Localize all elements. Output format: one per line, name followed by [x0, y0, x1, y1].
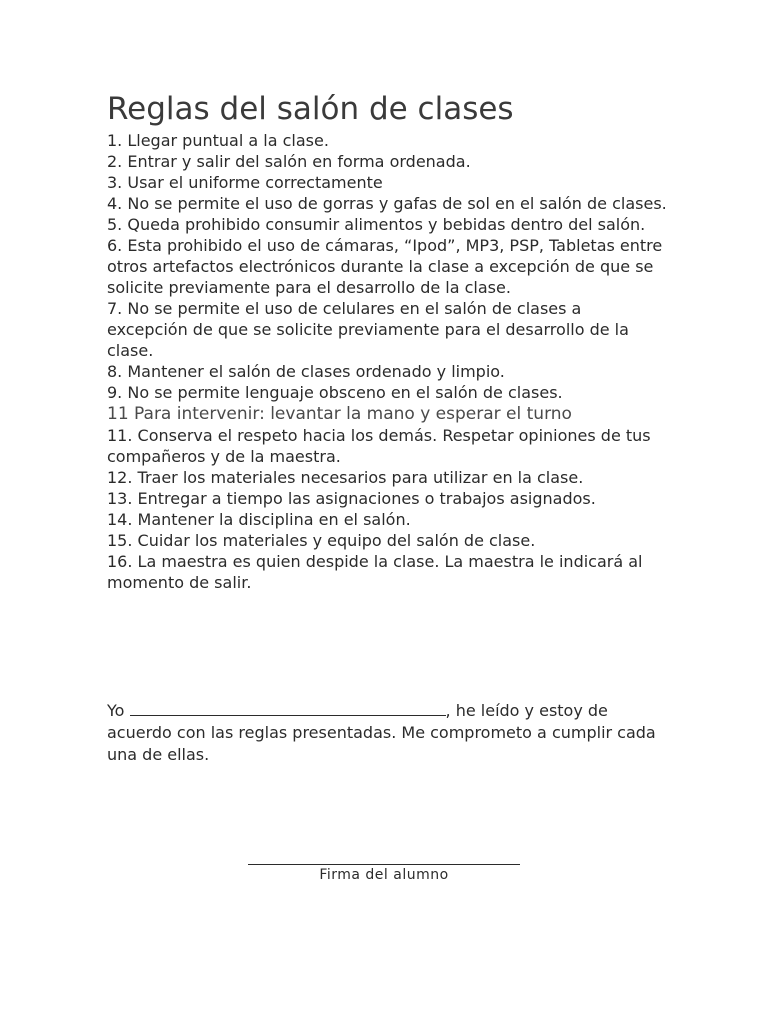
- rule-item-5: 5. Queda prohibido consumir alimentos y bebidas dentro del salón.: [107, 215, 646, 234]
- rule-item-14: 14. Mantener la disciplina en el salón.: [107, 510, 411, 529]
- signature-line: [248, 864, 520, 865]
- rule-item-13: 13. Entregar a tiempo las asignaciones o trabajos asignados.: [107, 489, 596, 508]
- agreement-statement: [107, 700, 667, 766]
- rule-item-16: 16. La maestra es quien despide la clase. La maestra le indicará al momento de salir.: [107, 552, 643, 592]
- rule-item-4: 4. No se permite el uso de gorras y gafas de sol en el salón de clases.: [107, 194, 667, 213]
- rule-item-intervenir: 11 Para intervenir: levantar la mano y esperar el turno: [107, 404, 572, 424]
- rule-item-7: 7. No se permite el uso de celulares en el salón de clases a excepción de que se solicite previamente para el desarrollo de la clase.: [107, 299, 629, 360]
- rule-item-2: 2. Entrar y salir del salón en forma ordenada.: [107, 152, 471, 171]
- rule-item-11: 11. Conserva el respeto hacia los demás. Respetar opiniones de tus compañeros y de la maestra.: [107, 426, 651, 466]
- name-blank-line: [130, 701, 446, 716]
- rule-item-3: 3. Usar el uniforme correctamente: [107, 173, 383, 192]
- agreement-suffix: , he leído y estoy de acuerdo con las reglas presentadas. Me comprometo a cumplir cada una de ellas.: [107, 701, 656, 764]
- signature-label: Firma del alumno: [319, 867, 449, 883]
- rule-item-6: 6. Esta prohibido el uso de cámaras, “Ipod”, MP3, PSP, Tabletas entre otros artefactos electrónicos durante la clase a excepción de que se solicite previamente para el desarrollo de la clase.: [107, 236, 663, 297]
- rules-list: [107, 130, 667, 593]
- rule-item-12: 12. Traer los materiales necesarios para utilizar en la clase.: [107, 468, 584, 487]
- rule-item-15: 15. Cuidar los materiales y equipo del salón de clase.: [107, 531, 536, 550]
- rule-item-1: 1. Llegar puntual a la clase.: [107, 131, 329, 150]
- document-title: Reglas del salón de clases: [107, 91, 514, 127]
- rule-item-9: 9. No se permite lenguaje obsceno en el salón de clases.: [107, 383, 563, 402]
- rule-item-8: 8. Mantener el salón de clases ordenado y limpio.: [107, 362, 505, 381]
- agreement-prefix: Yo: [107, 701, 130, 720]
